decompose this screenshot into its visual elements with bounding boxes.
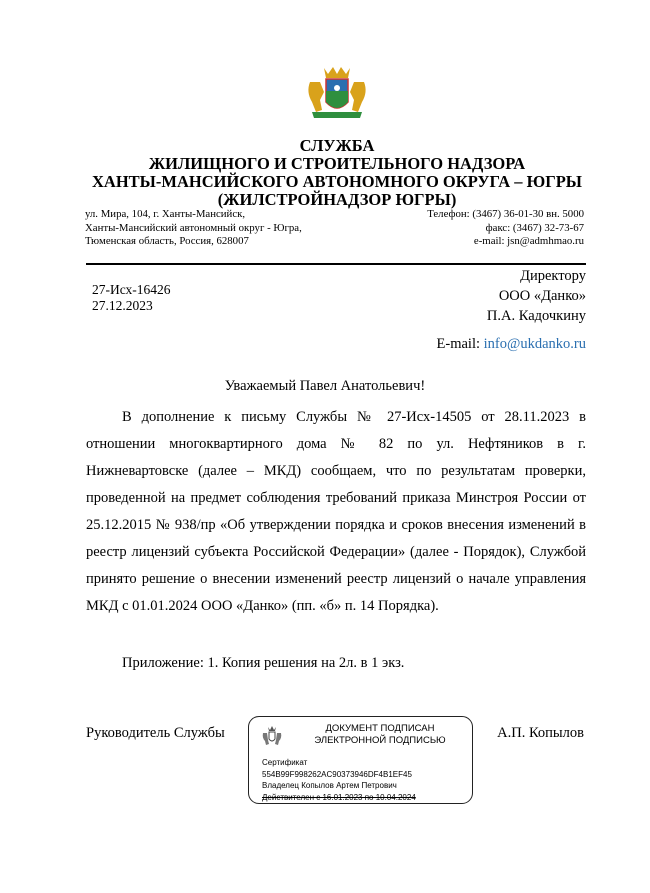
appendix-line: Приложение: 1. Копия решения на 2л. в 1 экз. <box>122 655 405 671</box>
signatory-role: Руководитель Службы <box>86 725 225 741</box>
phone-line: Телефон: (3467) 36-01-30 вн. 5000 <box>427 208 584 220</box>
stamp-title <box>295 723 465 747</box>
stamp-certificate-info <box>262 757 416 803</box>
recipient-line: Директору <box>520 268 586 284</box>
greeting: Уважаемый Павел Анатольевич! <box>224 378 426 394</box>
header-divider <box>86 263 586 265</box>
email-link[interactable]: info@ukdanko.ru <box>483 336 586 352</box>
recipient-email <box>437 336 586 353</box>
coat-of-arms-icon <box>304 64 370 122</box>
stamp-title-line: ЭЛЕКТРОННОЙ ПОДПИСЬЮ <box>314 735 446 746</box>
document-date: 27.12.2023 <box>92 298 153 313</box>
organization-address <box>85 208 302 249</box>
org-title-line: СЛУЖБА <box>299 136 375 155</box>
email-line: e-mail: jsn@admhmao.ru <box>473 235 584 247</box>
recipient-block <box>487 266 586 326</box>
electronic-signature-stamp <box>248 716 473 804</box>
certificate-id: 554B99F998262AC90373946DF4B1EF45 <box>262 769 412 779</box>
address-line: Тюменская область, Россия, 628007 <box>85 235 249 247</box>
organization-title <box>40 137 634 209</box>
document-reference <box>92 282 171 314</box>
certificate-validity: Действителен с 16.01.2023 по 10.04.2024 <box>262 792 416 802</box>
recipient-line: ООО «Данко» <box>498 288 586 304</box>
signatory-name: А.П. Копылов <box>497 725 584 741</box>
document-number: 27-Исх-16426 <box>92 282 171 297</box>
fax-line: факс: (3467) 32-73-67 <box>485 221 584 234</box>
org-title-line: (ЖИЛСТРОЙНАДЗОР ЮГРЫ) <box>217 190 457 209</box>
recipient-line: П.А. Кадочкину <box>486 308 586 324</box>
stamp-title-line: ДОКУМЕНТ ПОДПИСАН <box>325 723 435 734</box>
certificate-owner: Владелец Копылов Артем Петрович <box>262 781 397 790</box>
address-line: Ханты-Мансийский автономный округ - Югра, <box>85 221 302 234</box>
certificate-label: Сертификат <box>262 758 308 767</box>
letter-body: В дополнение к письму Службы № 27-Исх-14505 от 28.11.2023 в отношении многоквартирного дома № 82 по ул. Нефтяников в г. Нижневартовске (далее – МКД) сообщаем, что по результатам проверки, проведенной на предмет соблюдения требований приказа Минстроя России от 25.12.2015 № 938/пр «Об утверждении порядка и сроков внесения изменений в реестр лицензий субъекта Российской Федерации» (далее - Порядок), Службой принято решение о внесении изменений реестр лицензий о начале управления МКД с 01.01.2024 ООО «Данко» (пп. «б» п. 14 Порядка). <box>86 409 586 614</box>
email-label: E-mail: <box>436 336 481 352</box>
stamp-emblem-icon <box>261 725 283 747</box>
address-line: ул. Мира, 104, г. Ханты-Мансийск, <box>85 208 246 220</box>
org-title-line: ЖИЛИЩНОГО И СТРОИТЕЛЬНОГО НАДЗОРА <box>148 154 526 173</box>
organization-contacts <box>427 208 584 249</box>
org-title-line: ХАНТЫ-МАНСИЙСКОГО АВТОНОМНОГО ОКРУГА – ЮГРЫ <box>92 172 582 191</box>
